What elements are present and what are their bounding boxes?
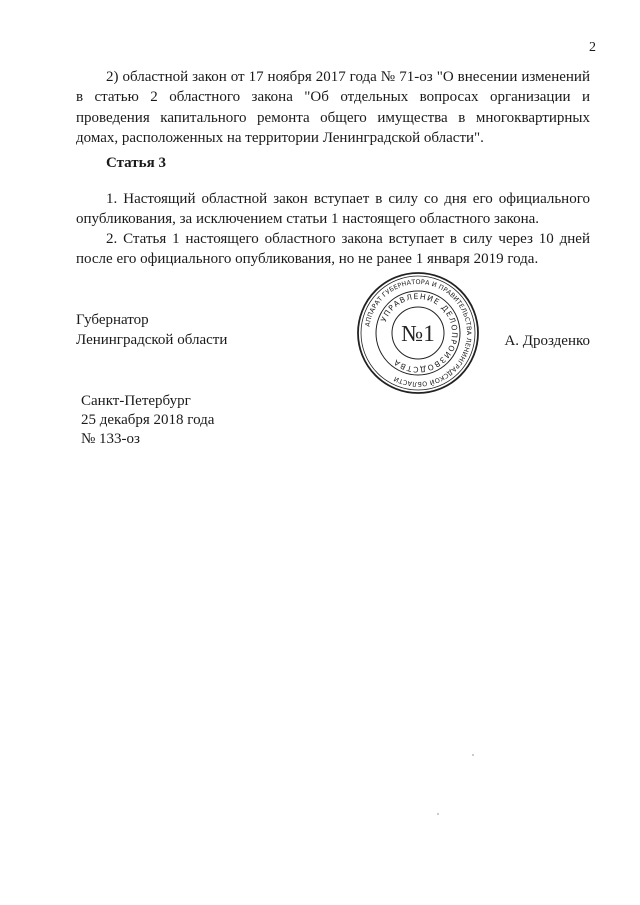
item-2-paragraph: 2) областной закон от 17 ноября 2017 года № 71-оз "О внесении изменений в статью 2 областного закона "Об отдельных вопросах организации и проведения капитального ремонта общего имущества в многоквартирных домах, расположенных на территории Ленинградской области". — [76, 69, 590, 146]
seal-outer-text: АППАРАТ ГУБЕРНАТОРА И ПРАВИТЕЛЬСТВА ЛЕНИНГРАДСКОЙ ОБЛАСТИ — [363, 277, 474, 389]
place-and-date — [81, 392, 214, 449]
scan-speck — [437, 813, 439, 815]
place-city: Санкт-Петербург — [81, 393, 191, 409]
seal-center-number: №1 — [401, 321, 435, 346]
signatory-title-line-2: Ленинградской области — [76, 332, 228, 348]
signatory-name: А. Дрозденко — [504, 333, 590, 349]
signatory-title — [76, 310, 227, 350]
page-number: 2 — [589, 40, 596, 55]
scan-speck — [472, 754, 474, 756]
law-date: 25 декабря 2018 года — [81, 412, 215, 428]
article-3-heading: Статья 3 — [106, 155, 166, 171]
law-number: № 133-оз — [81, 431, 140, 447]
signatory-title-line-1: Губернатор — [76, 312, 149, 328]
seal-inner-text: УПРАВЛЕНИЕ ДЕЛОПРОИЗВОДСТВА — [379, 291, 460, 375]
official-seal — [355, 270, 481, 396]
article-3-paragraph-2: 2. Статья 1 настоящего областного закона вступает в силу через 10 дней после его официального опубликования, но не ранее 1 января 2019 года. — [76, 231, 590, 268]
article-3-paragraph-1: 1. Настоящий областной закон вступает в силу со дня его официального опубликования, за исключением статьи 1 настоящего областного закона. — [76, 191, 590, 228]
